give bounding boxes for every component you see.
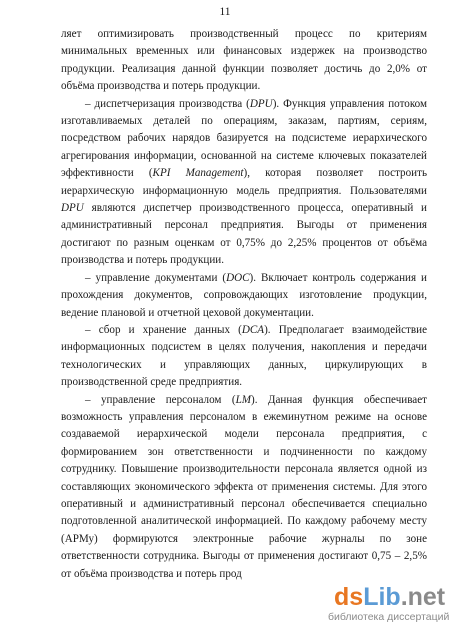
text-run: ). Функция управления потоком изготавливаемых деталей по операциям, заказам, партиям, сериям, посредством рабочих нарядов базируется на подсистеме иерархического агрегирования информации, основанной на системе ключевых показателей эффективности ( (61, 97, 427, 180)
text-run: – управление персоналом ( (85, 393, 236, 406)
text-run: – управление документами ( (85, 271, 227, 284)
italic-term: DPU (61, 202, 84, 215)
watermark (328, 580, 450, 626)
paragraph (61, 392, 427, 583)
page-number: 11 (219, 6, 231, 18)
text-run: ). Включает контроль содержания и прохождения документов, сопровождающих изготовление продукции, ведение плановой и отчетной цеховой документации. (61, 271, 427, 319)
italic-term: LM (235, 393, 252, 406)
italic-term: DPU (249, 97, 273, 110)
italic-term: DOC (226, 271, 250, 284)
paragraph (61, 96, 427, 270)
italic-term: KPI Management (152, 167, 244, 180)
text-run: – диспетчеризация производства ( (85, 97, 250, 110)
paragraph (61, 270, 427, 322)
text-run: – сбор и хранение данных ( (85, 323, 242, 336)
text-run: являются диспетчер производственного процесса, оперативный и административный персонал предприятия. Выгоды от применения достигают по разным оценкам от 0,75% до 2,25% процентов от объёма производства и потерь продукции. (61, 202, 427, 267)
dslib-logo (332, 580, 450, 610)
paragraph (61, 26, 427, 96)
watermark-tagline: библиотека диссертаций (328, 611, 450, 623)
text-run: ). Данная функция обеспечивает возможность управления персоналом в ежеминутном режиме на основе создаваемой иерархической модели персонала предприятия, с формированием зон ответственности и подчиненности по каждому сотруднику. Повышение производительности персонала является одной из составляющих экономического эффекта от применения системы. Для этого оперативный и административный персонал обеспечивается специально подготовленной аналитической информацией. По каждому рабочему месту (АРМу) формируются электронные рабочие журналы по зоне ответственности сотрудника. Выгоды от применения достигают 0,75 – 2,5% от объёма производства и потерь прод (61, 393, 427, 580)
document-body (61, 26, 427, 583)
paragraph (61, 322, 427, 392)
text-run: ), которая позволяет построить иерархическую информационную модель предприятия. Пользователями (61, 167, 427, 197)
text-run: ляет оптимизировать производственный процесс по критериям минимальных временных или финансовых издержек на производство продукции. Реализация данной функции позволяет достичь до 2,0% от объёма производства и потерь продукции. (61, 28, 427, 93)
text-run: ). Предполагает взаимодействие информационных подсистем в целях получения, накопления и передачи технологических и управляющих данных, циркулирующих в производственной среде предприятия. (61, 323, 427, 389)
svg-text:dsLib.net: dsLib.net (334, 583, 446, 610)
italic-term: DCA (241, 323, 265, 336)
